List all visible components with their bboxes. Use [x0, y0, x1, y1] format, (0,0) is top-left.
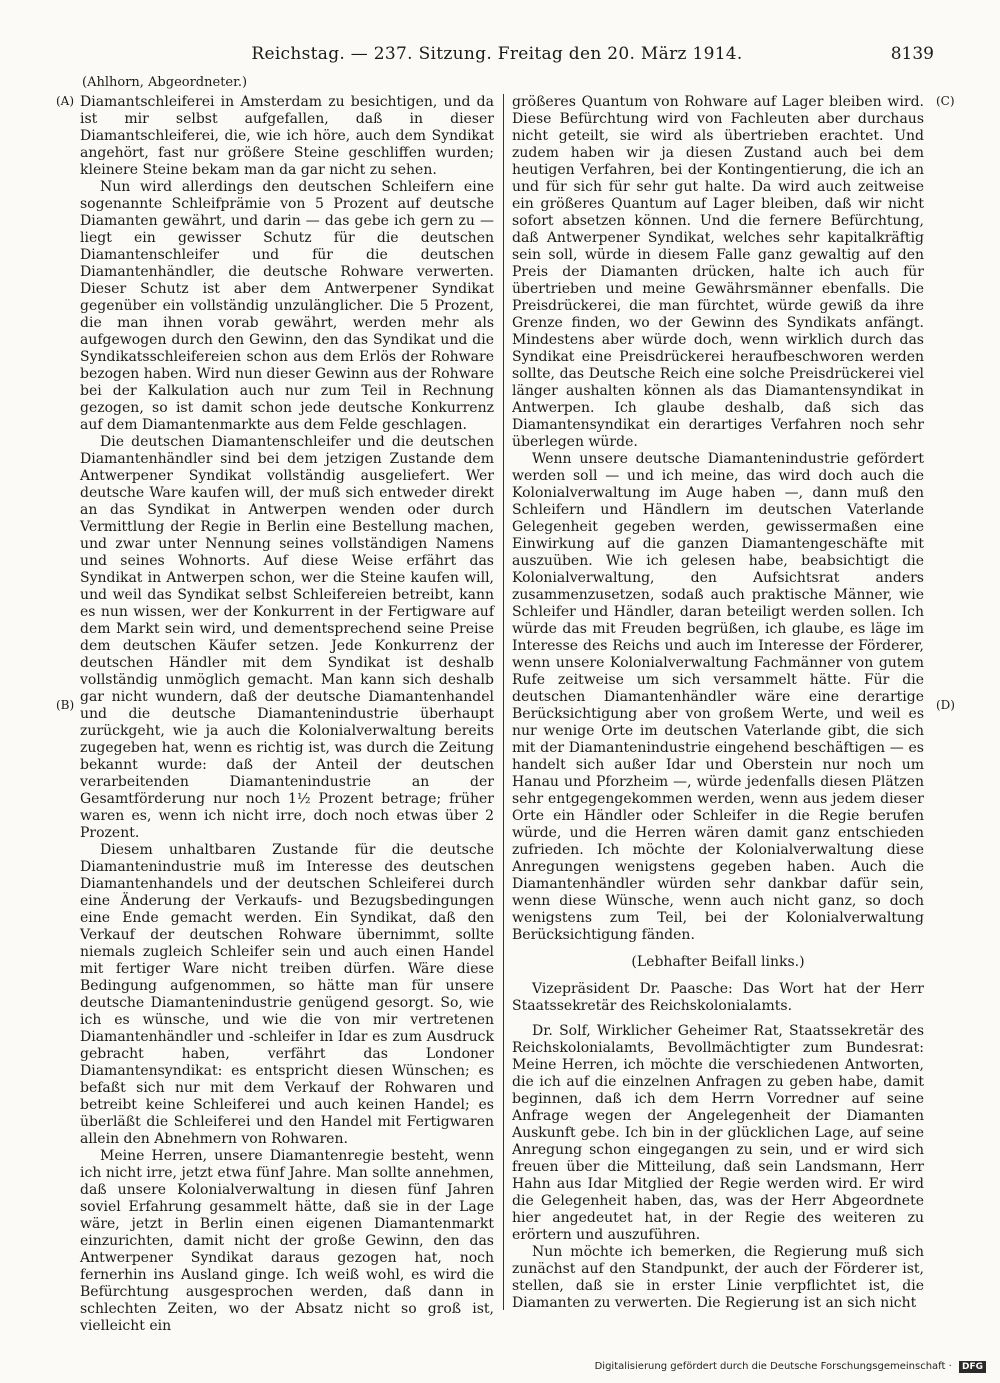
paragraph: Wenn unsere deutsche Diamantenindustrie gefördert werden soll — und ich meine, das wird doch auch die Kolonialverwaltung im Auge haben —, dann muß den Schleifern und Händlern im deutschen Vaterlande Gelegenheit gegeben werden, gewissermaßen eine Einwirkung auf die ganzen Diamantengeschäfte mit auszuüben. Wie ich gelesen habe, beabsichtigt die Kolonialverwaltung, den Aufsichtsrat anders zusammenzusetzen, sodaß auch praktische Männer, wie Schleifer und Händler, daran beteiligt werden sollen. Ich würde das mit Freuden begrüßen, ich glaube, es läge im Interesse des Reichs und auch im Interesse der Förderer, wenn unsere Kolonialverwaltung Fachmänner von gutem Rufe zeitweise um sich versammelt hätte. Für die deutschen Diamantenhändler wäre eine derartige Berücksichtigung aber von großem Werte, und weil es nur wenige Orte im deutschen Vaterlande gibt, die sich mit der Diamantenindustrie eingehend beschäftigen — es handelt sich außer Idar und Oberstein nur noch um Hanau und Pforzheim —, würde jedenfalls diesen Plätzen sehr entgegengekommen werden, wenn aus jedem dieser Orte ein Händler oder Schleifer in die Regie berufen würde, und die Herren wären damit ganz entschieden zufrieden. Ich möchte der Kolonialverwaltung diese Anregungen wenigstens gegeben haben. Auch die Diamantenhändler würden sehr dankbar dafür sein, wenn diese Wünsche, wenn auch nicht ganz, so doch wenigstens zum Teil, bei der Kolonialverwaltung Berücksichtigung fänden.	[512, 451, 924, 943]
right-column	[512, 94, 924, 1312]
paragraph: Diamantschleiferei in Amsterdam zu besichtigen, und da ist mir selbst aufgefallen, daß in dieser Diamantschleiferei, die, wie ich höre, auch dem Syndikat angehört, fast nur größere Steine geschliffen wurden; kleinere Steine bekam man da gar nicht zu sehen.	[80, 94, 494, 178]
page-header	[56, 44, 938, 70]
paragraph: Diesem unhaltbaren Zustande für die deutsche Diamantenindustrie muß im Interesse des deutschen Diamantenhandels und der deutschen Schleiferei durch eine Änderung der Verkaufs- und Bezugsbedingungen eine Ende gemacht werden. Ein Syndikat, daß den Verkauf der deutschen Rohware übernimmt, sollte niemals zugleich Schleifer sein und auch einen Handel mit fertiger Ware nicht treiben dürfen. Wäre diese Bedingung aufgenommen, so hätte man für unsere deutsche Diamantenindustrie genügend gesorgt. So, wie ich es wünsche, und wie die von mir vertretenen Diamantenhändler und -schleifer in Idar es zum Ausdruck gebracht haben, verfährt das Londoner Diamantensyndikat: es entspricht diesen Wünschen; es befaßt sich nur mit dem Verkauf der Rohwaren und betreibt keine Schleiferei und auch keinen Handel; es überläßt die Schleiferei und den Handel mit Fertigwaren allein den Abnehmern von Rohwaren.	[80, 842, 494, 1147]
column-divider	[503, 94, 504, 1310]
left-column	[80, 94, 494, 1335]
dfg-logo: DFG	[959, 1361, 986, 1373]
president-line: Vizepräsident Dr. Paasche: Das Wort hat der Herr Staatssekretär des Reichskolonialamts.	[512, 981, 924, 1014]
paragraph: Die deutschen Diamantenschleifer und die deutschen Diamantenhändler sind bei dem jetzigen Zustande dem Antwerpener Syndikat vollständig ausgeliefert. Wer deutsche Ware kaufen will, der muß sich entweder direkt an das Syndikat in Antwerpen wenden oder durch Vermittlung der Regie in Berlin eine Bestellung machen, und zwar unter Nennung seines vollständigen Namens und seines Wohnorts. Auf diese Weise erfährt das Syndikat in Antwerpen schon, wer die Steine kaufen will, und weil das Syndikat selbst Schleifereien betreibt, kann es nun wissen, wer der Konkurrent in der Fertigware auf dem Markt sein wird, und dementsprechend seine Preise dem deutschen Käufer setzen. Jede Konkurrenz der deutschen Händler mit dem Syndikat ist deshalb vollständig unmöglich gemacht. Man kann sich deshalb gar nicht wundern, daß der deutsche Diamantenhandel und die deutsche Diamantenindustrie überhaupt zurückgeht, wie ja auch die Kolonialverwaltung bereits zugegeben hat, wenn es richtig ist, was durch die Zeitung bekannt wurde: daß der Anteil der deutschen verarbeitenden Diamantenindustrie an der Gesamtförderung nur noch 1½ Prozent betrage; früher waren es, wenn ich nicht irre, doch noch etwas über 2 Prozent.	[80, 434, 494, 841]
solf-paragraph: Dr. Solf, Wirklicher Geheimer Rat, Staatssekretär des Reichskolonialamts, Bevollmächtigter zum Bundesrat: Meine Herren, ich möchte die verschiedenen Antworten, die ich auf die einzelnen Anfragen zu geben habe, damit beginnen, daß ich dem Herrn Vorredner auf seine Anfrage wegen der Angelegenheit der Diamanten Auskunft gebe. Ich bin in der glücklichen Lage, auf seine Anregung schon eingegangen zu sein, und er wird sich freuen über die Mitteilung, daß sein Landsmann, Herr Hahn aus Idar Mitglied der Regie werden wird. Er wird die Gelegenheit haben, das, was der Herr Abgeordnete hier angedeutet hat, in der Regie des weiteren zu erörtern und auszuführen.	[512, 1023, 924, 1243]
paragraph: größeres Quantum von Rohware auf Lager bleiben wird. Diese Befürchtung wird von Fachleuten aber durchaus nicht geteilt, sie wird als übertrieben erachtet. Und zudem haben wir ja diesen Zustand auch bei dem heutigen Verfahren, bei der Kontingentierung, die ich an und für sich für sehr gut halte. Da wird auch zeitweise ein größeres Quantum auf Lager bleiben, daß wir nicht sofort absetzen können. Und die fernere Befürchtung, daß Antwerpener Syndikat, welches sehr kapitalkräftig sein soll, würde in diesem Falle ganz gewaltig auf den Preis der Diamanten drücken, halte ich auch für übertrieben und meine Gewährsmänner ebenfalls. Die Preisdrückerei, die man fürchtet, würde gewiß da ihre Grenze finden, wo der Gewinn des Syndikats anfängt. Mindestens aber würde doch, wenn wirklich durch das Syndikat eine Preisdrückerei heraufbeschworen werden sollte, das Deutsche Reich eine solche Preisdrückerei viel länger aushalten können als das Diamantensyndikat in Antwerpen. Ich glaube deshalb, daß sich das Diamantensyndikat ein derartiges Verfahren noch sehr überlegen würde.	[512, 94, 924, 450]
margin-marker-d: (D)	[936, 698, 955, 712]
paragraph: Nun wird allerdings den deutschen Schleifern eine sogenannte Schleifprämie von 5 Prozent auf deutsche Diamanten gewährt, und darin — das gebe ich gern zu — liegt ein gewisser Schutz für die deutschen Diamantenschleifer und für die deutschen Diamantenhändler, die deutsche Rohware verwerten. Dieser Schutz ist aber dem Antwerpener Syndikat gegenüber ein vollständig unzulänglicher. Die 5 Prozent, die man ihnen vorab gewährt, werden mehr als aufgewogen durch den Gewinn, den das Syndikat und die Syndikatsschleifereien schon aus dem Erlös der Rohware bezogen haben. Wird nun dieser Gewinn aus der Rohware bei der Kalkulation auch nur zum Teil in Rechnung gezogen, so ist damit schon jede deutsche Konkurrenz auf dem Diamantenmarkte aus dem Felde geschlagen.	[80, 179, 494, 433]
paragraph: Nun möchte ich bemerken, die Regierung muß sich zunächst auf den Standpunkt, der auch der Förderer ist, stellen, daß sie in erster Linie verpflichtet ist, die Diamanten zu verwerten. Die Regierung ist an sich nicht	[512, 1244, 924, 1311]
margin-marker-a: (A)	[56, 94, 75, 108]
page-number: 8139	[890, 44, 934, 64]
header-title: Reichstag. — 237. Sitzung. Freitag den 20. März 1914.	[251, 44, 743, 64]
margin-marker-b: (B)	[56, 698, 75, 712]
margin-marker-c: (C)	[936, 94, 955, 108]
footer	[595, 1361, 986, 1373]
footer-text: Digitalisierung gefördert durch die Deutsche Forschungsgemeinschaft ·	[594, 1361, 952, 1372]
speaker-note: (Ahlhorn, Abgeordneter.)	[82, 75, 248, 90]
applause-note: (Lebhafter Beifall links.)	[631, 954, 805, 970]
paragraph: Meine Herren, unsere Diamantenregie besteht, wenn ich nicht irre, jetzt etwa fünf Jahre. Man sollte annehmen, daß unsere Kolonialverwaltung in diesen fünf Jahren soviel Erfahrung gesammelt hätte, daß sie in der Lage wäre, jetzt in Berlin einen eigenen Diamantenmarkt einzurichten, damit nicht der große Gewinn, den das Antwerpener Syndikat daraus gezogen hat, noch fernerhin ins Ausland ginge. Ich weiß wohl, es wird die Befürchtung ausgesprochen werden, daß dann in schlechten Zeiten, wo der Absatz nicht so groß ist, vielleicht ein	[80, 1148, 494, 1334]
